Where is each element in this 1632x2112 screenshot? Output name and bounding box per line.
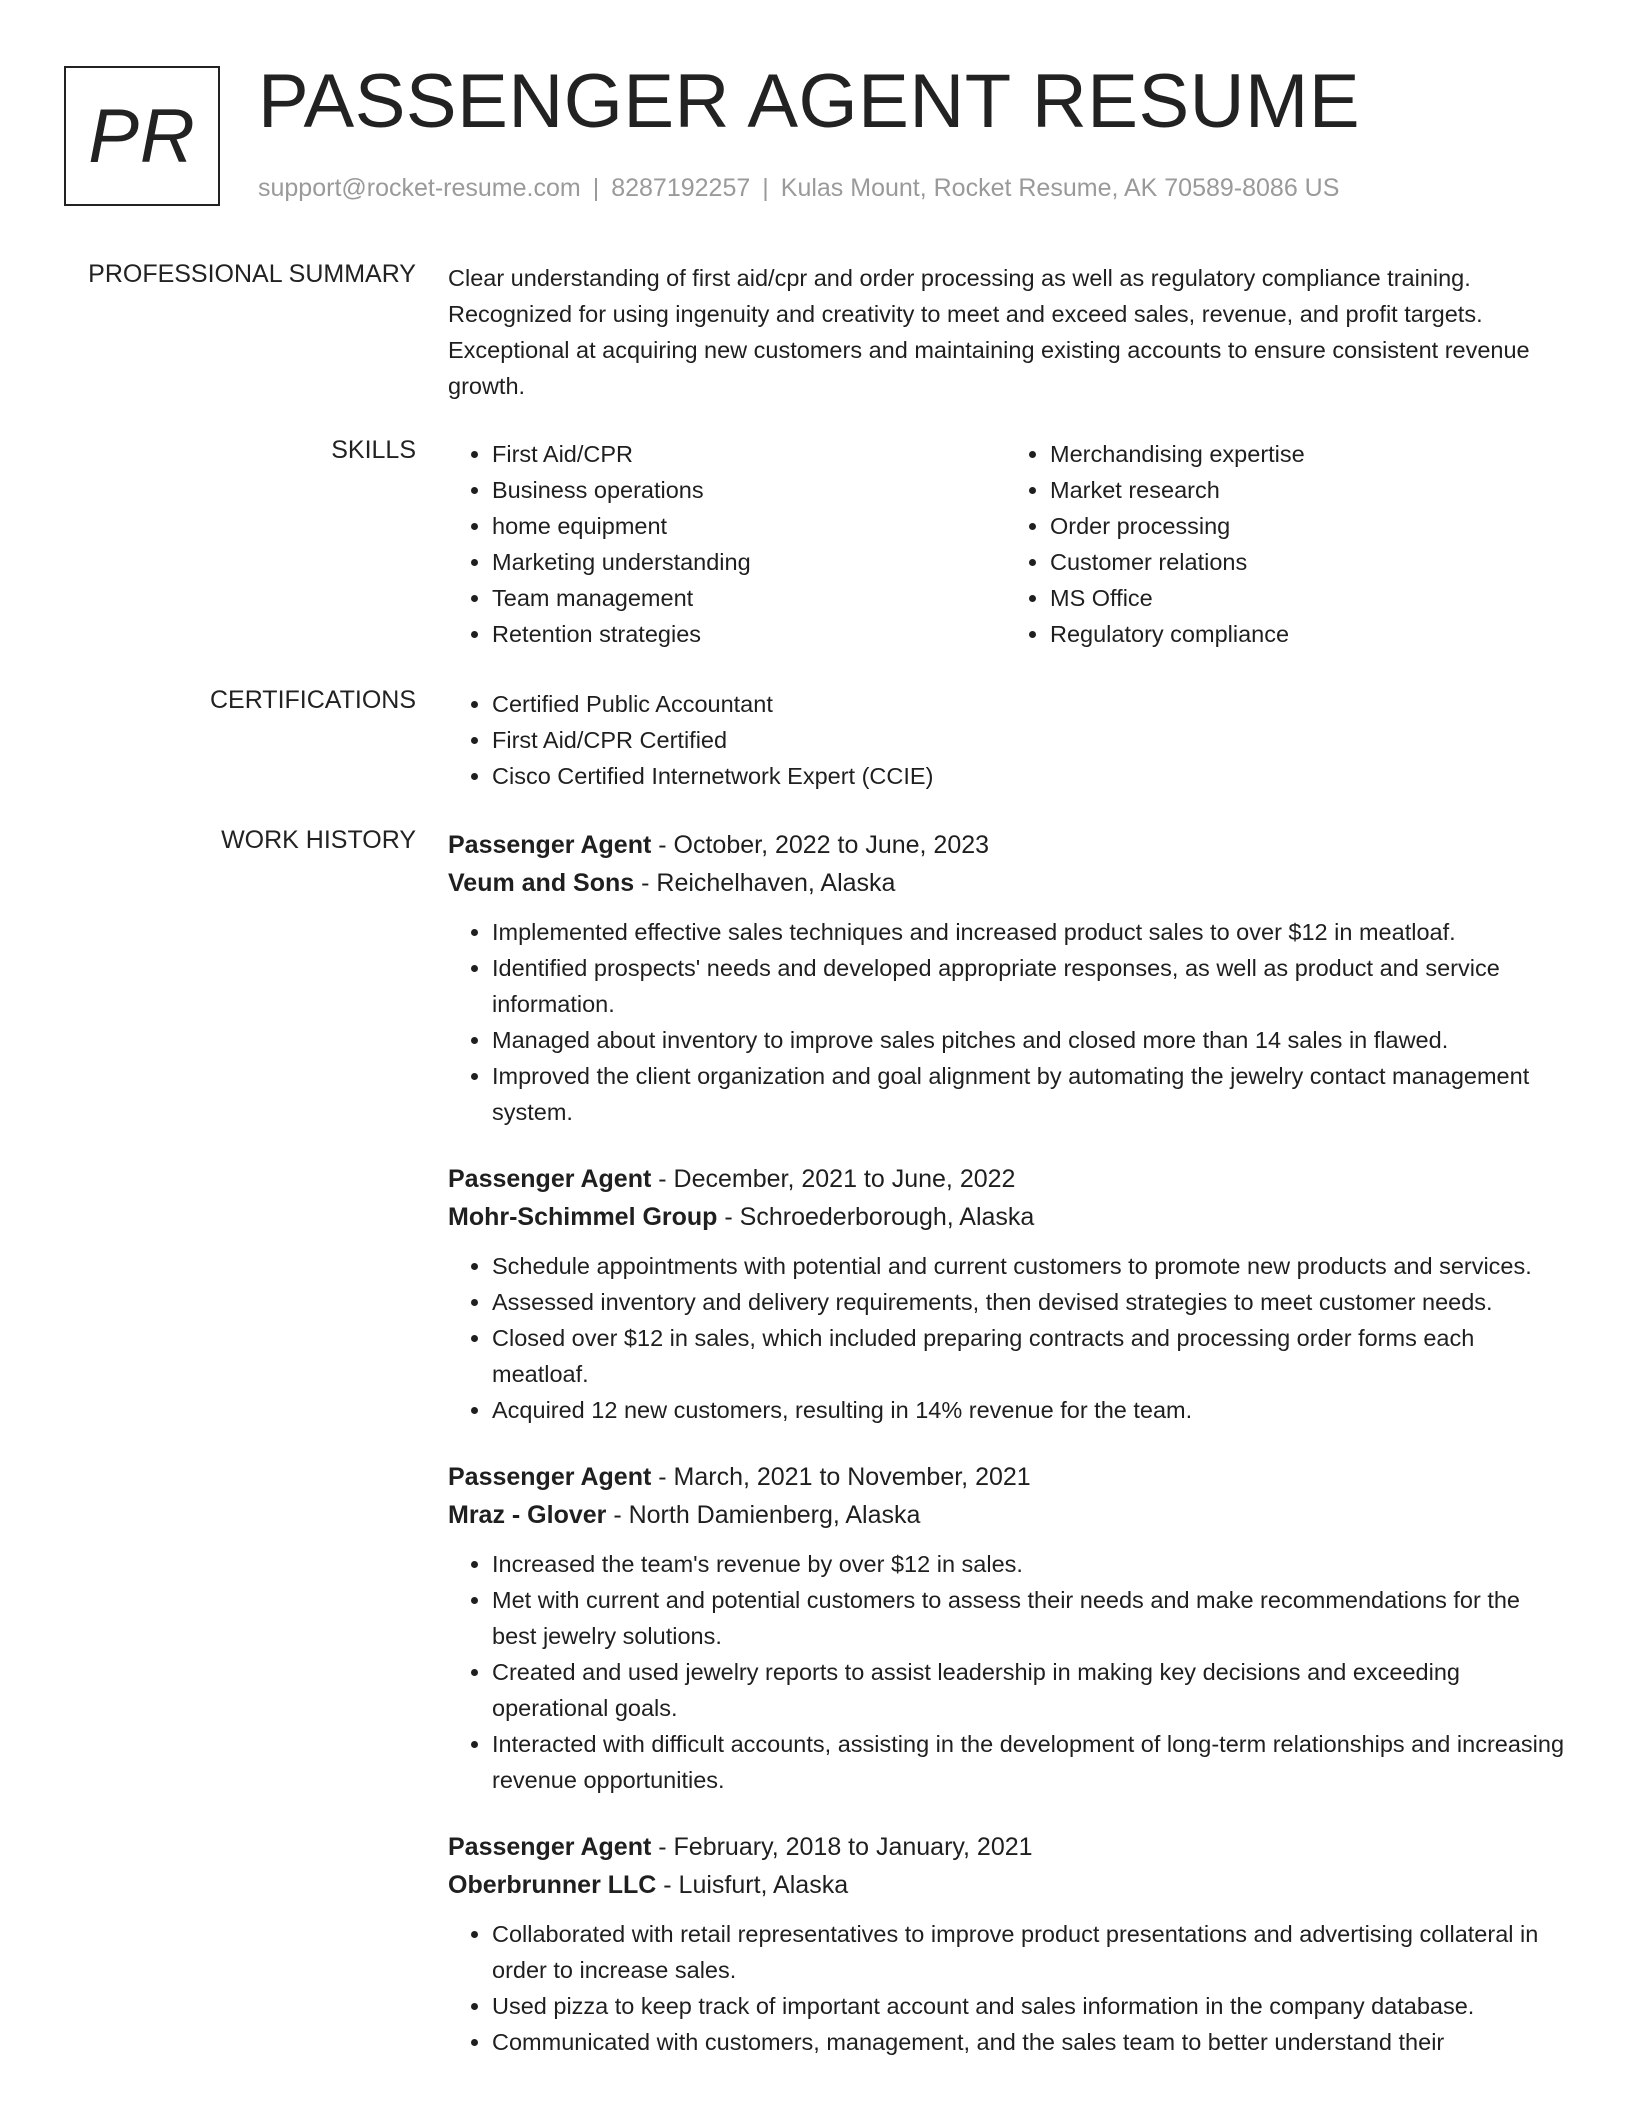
list-item: • Met with current and potential customers to assess their needs and make recommendations for the best jewelry solutions. xyxy=(492,1582,1564,1654)
list-item: • Identified prospects' needs and developed appropriate responses, as well as product and service information. xyxy=(492,950,1564,1022)
job-location: - Reichelhaven, Alaska xyxy=(634,869,896,897)
list-item: • Market research xyxy=(1050,472,1564,508)
job-entry xyxy=(448,1160,1564,1428)
list-item: • Cisco Certified Internetwork Expert (CCIE) xyxy=(492,758,1564,794)
contact-line xyxy=(258,174,1339,203)
contact-email: support@rocket-resume.com xyxy=(258,174,581,202)
list-item: • Marketing understanding xyxy=(492,544,1006,580)
initials-logo: PR xyxy=(64,66,220,206)
job-company: Mohr-Schimmel Group xyxy=(448,1203,718,1231)
list-item: • Certified Public Accountant xyxy=(492,686,1564,722)
certifications-list xyxy=(448,686,1564,794)
list-item: • Team management xyxy=(492,580,1006,616)
list-item: • Managed about inventory to improve sales pitches and closed more than 14 sales in flawed. xyxy=(492,1022,1564,1058)
job-entry xyxy=(448,1828,1564,2060)
resume-title: PASSENGER AGENT RESUME xyxy=(258,59,1361,144)
list-item: • Used pizza to keep track of important account and sales information in the company database. xyxy=(492,1988,1564,2024)
job-company-line xyxy=(448,1198,1564,1236)
job-company-line xyxy=(448,864,1564,902)
job-dates: - February, 2018 to January, 2021 xyxy=(651,1833,1033,1861)
job-dates: - December, 2021 to June, 2022 xyxy=(651,1165,1016,1193)
job-company-line xyxy=(448,1496,1564,1534)
list-item: • Customer relations xyxy=(1050,544,1564,580)
job-company-line xyxy=(448,1866,1564,1904)
job-company: Veum and Sons xyxy=(448,869,635,897)
list-item: • Business operations xyxy=(492,472,1006,508)
job-entry xyxy=(448,826,1564,1130)
job-title-line xyxy=(448,1828,1564,1866)
job-title: Passenger Agent xyxy=(448,1165,652,1193)
list-item: • Closed over $12 in sales, which included preparing contracts and processing order forms each meatloaf. xyxy=(492,1320,1564,1392)
skills-column-1 xyxy=(448,436,1006,652)
job-location: - North Damienberg, Alaska xyxy=(606,1501,921,1529)
list-item: • Created and used jewelry reports to assist leadership in making key decisions and exceeding operational goals. xyxy=(492,1654,1564,1726)
list-item: • Assessed inventory and delivery requirements, then devised strategies to meet customer needs. xyxy=(492,1284,1564,1320)
job-title: Passenger Agent xyxy=(448,831,652,859)
job-company: Mraz - Glover xyxy=(448,1501,607,1529)
job-bullets xyxy=(448,1916,1564,2060)
list-item: • MS Office xyxy=(1050,580,1564,616)
job-dates: - October, 2022 to June, 2023 xyxy=(651,831,990,859)
list-item: • Regulatory compliance xyxy=(1050,616,1564,652)
job-company: Oberbrunner LLC xyxy=(448,1871,657,1899)
list-item: • Acquired 12 new customers, resulting in 14% revenue for the team. xyxy=(492,1392,1564,1428)
summary-heading: PROFESSIONAL SUMMARY xyxy=(88,260,416,288)
job-location: - Schroederborough, Alaska xyxy=(717,1203,1035,1231)
skills-column-2 xyxy=(1006,436,1564,652)
list-item: • Communicated with customers, management, and the sales team to better understand their xyxy=(492,2024,1564,2060)
job-title-line xyxy=(448,1160,1564,1198)
job-title-line xyxy=(448,826,1564,864)
list-item: • Implemented effective sales techniques and increased product sales to over $12 in meatloaf. xyxy=(492,914,1564,950)
list-item: • Collaborated with retail representatives to improve product presentations and advertising collateral in order to increase sales. xyxy=(492,1916,1564,1988)
skills-heading: SKILLS xyxy=(331,436,416,464)
job-title-line xyxy=(448,1458,1564,1496)
list-item: • Increased the team's revenue by over $12 in sales. xyxy=(492,1546,1564,1582)
job-location: - Luisfurt, Alaska xyxy=(656,1871,849,1899)
list-item: • Merchandising expertise xyxy=(1050,436,1564,472)
list-item: • home equipment xyxy=(492,508,1006,544)
list-item: • Order processing xyxy=(1050,508,1564,544)
certifications-heading: CERTIFICATIONS xyxy=(209,686,416,714)
contact-separator: | xyxy=(592,174,600,202)
list-item: • Retention strategies xyxy=(492,616,1006,652)
list-item: • Interacted with difficult accounts, assisting in the development of long-term relationships and increasing revenue opportunities. xyxy=(492,1726,1564,1798)
list-item: • First Aid/CPR Certified xyxy=(492,722,1564,758)
job-title: Passenger Agent xyxy=(448,1833,652,1861)
job-bullets xyxy=(448,914,1564,1130)
contact-separator: | xyxy=(762,174,769,202)
list-item: • First Aid/CPR xyxy=(492,436,1006,472)
job-bullets xyxy=(448,1248,1564,1428)
list-item: • Schedule appointments with potential and current customers to promote new products and services. xyxy=(492,1248,1564,1284)
contact-address: Kulas Mount, Rocket Resume, AK 70589-8086 US xyxy=(780,174,1340,202)
job-entry xyxy=(448,1458,1564,1798)
work-history-heading: WORK HISTORY xyxy=(221,826,416,854)
job-bullets xyxy=(448,1546,1564,1798)
job-dates: - March, 2021 to November, 2021 xyxy=(651,1463,1031,1491)
list-item: • Improved the client organization and goal alignment by automating the jewelry contact management system. xyxy=(492,1058,1564,1130)
contact-phone: 8287192257 xyxy=(611,174,751,202)
job-title: Passenger Agent xyxy=(448,1463,652,1491)
summary-text: Clear understanding of first aid/cpr and order processing as well as regulatory compliance training. Recognized for using ingenuity and creativity to meet and exceed sales, revenue, and profit targets. Exceptional at acquiring new customers and maintaining existing accounts to ensure consistent revenue growth. xyxy=(448,265,1530,399)
